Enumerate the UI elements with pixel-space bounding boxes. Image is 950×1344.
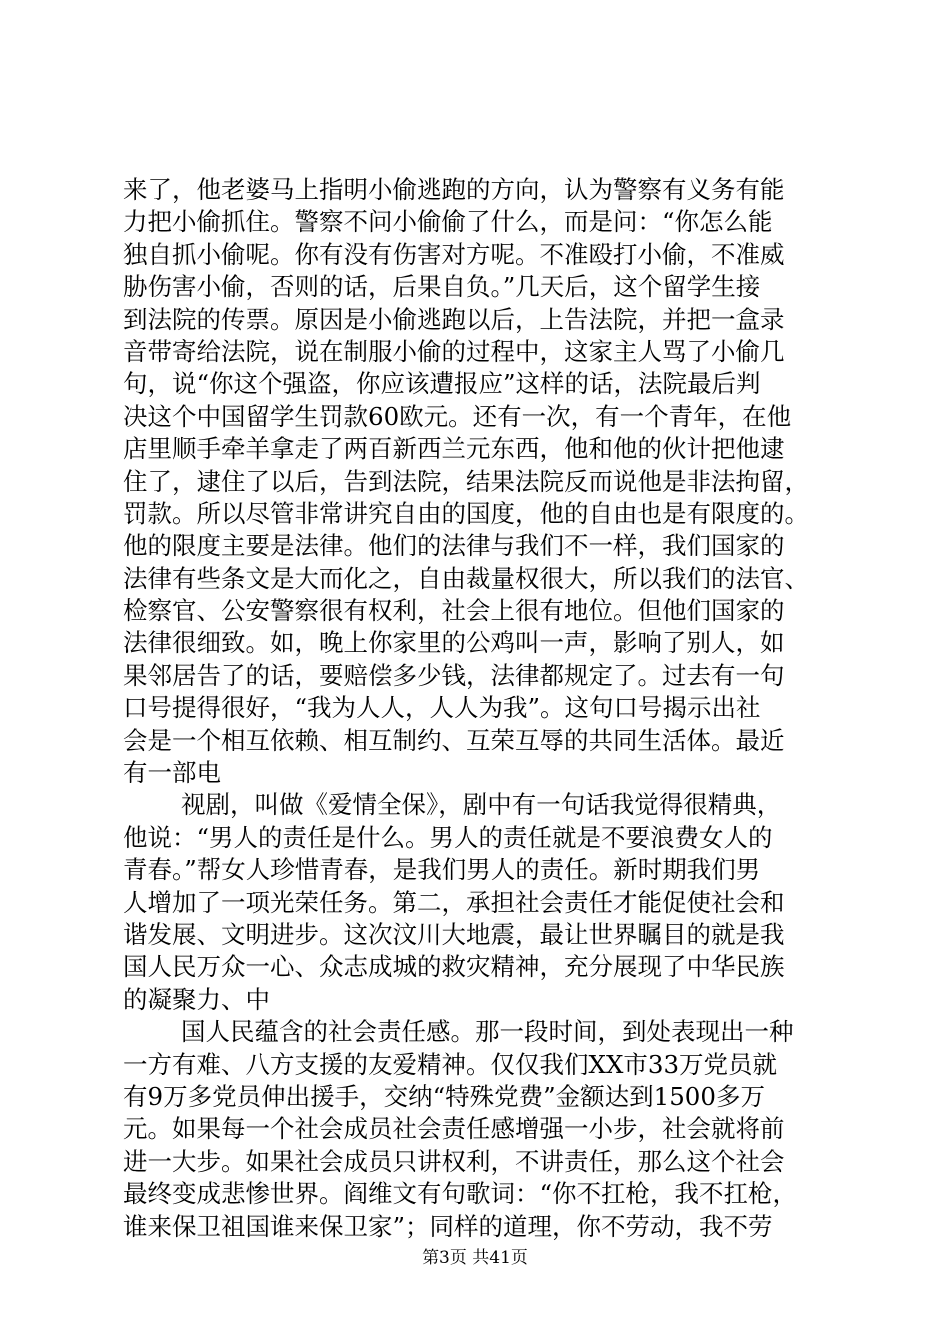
text-line: 会是一个相互依赖、相互制约、互荣互辱的共同生活体。最近 [123, 725, 785, 755]
text-line: 决这个中国留学生罚款60欧元。还有一次，有一个青年，在他 [123, 401, 792, 431]
text-line: 力把小偷抓住。警察不问小偷偷了什么，而是问：“你怎么能 [123, 207, 773, 237]
text-line: 音带寄给法院，说在制服小偷的过程中，这家主人骂了小偷几 [123, 336, 785, 366]
text-line: 最终变成悲惨世界。阎维文有句歌词：“你不扛枪，我不扛枪， [123, 1179, 798, 1209]
text-line: 来了，他老婆马上指明小偷逃跑的方向，认为警察有义务有能 [123, 175, 785, 204]
text-line: 有9万多党员伸出援手，交纳“特殊党费”金额达到1500多万 [123, 1081, 765, 1111]
paragraph-first-line: 国人民蕴含的社会责任感。那一段时间，到处表现出一种 [181, 1017, 794, 1047]
text-line: 句，说“你这个强盗，你应该遭报应”这样的话，法院最后判 [123, 369, 761, 399]
text-line: 果邻居告了的话，要赔偿多少钱，法律都规定了。过去有一句 [123, 660, 785, 690]
text-line: 法律很细致。如，晚上你家里的公鸡叫一声，影响了别人，如 [123, 628, 785, 658]
body-text [123, 174, 843, 1243]
text-line: 法律有些条文是大而化之，自由裁量权很大，所以我们的法官、 [123, 563, 809, 593]
text-line: 胁伤害小偷，否则的话，后果自负。”几天后，这个留学生接 [123, 272, 761, 302]
text-line: 国人民万众一心、众志成城的救灾精神，充分展现了中华民族 [123, 952, 785, 982]
text-line: 元。如果每一个社会成员社会责任感增强一小步，社会就将前 [123, 1114, 785, 1144]
text-line: 谁来保卫祖国谁来保卫家”；同样的道理，你不劳动，我不劳 [123, 1211, 773, 1241]
text-line: 的凝聚力、中 [123, 984, 270, 1014]
text-line: 青春。”帮女人珍惜青春，是我们男人的责任。新时期我们男 [123, 855, 761, 885]
page-number-footer: 第3页 共41页 [422, 1248, 528, 1268]
text-line: 罚款。所以尽管非常讲究自由的国度，他的自由也是有限度的。 [123, 498, 809, 528]
text-line: 谐发展、文明进步。这次汶川大地震，最让世界瞩目的就是我 [123, 919, 785, 949]
text-line: 独自抓小偷呢。你有没有伤害对方呢。不准殴打小偷，不准威 [123, 239, 785, 269]
text-line: 口号提得很好，“我为人人，人人为我”。这句口号揭示出社 [123, 693, 761, 723]
text-line: 他的限度主要是法律。他们的法律与我们不一样，我们国家的 [123, 531, 785, 561]
text-line: 店里顺手牵羊拿走了两百新西兰元东西，他和他的伙计把他逮 [123, 434, 785, 464]
text-line: 一方有难、八方支援的友爱精神。仅仅我们XX市33万党员就 [123, 1049, 778, 1079]
text-line: 到法院的传票。原因是小偷逃跑以后，上告法院，并把一盒录 [123, 304, 785, 334]
paragraph-first-line: 视剧，叫做《爱情全保》，剧中有一句话我觉得很精典， [181, 790, 782, 820]
text-line: 他说：“男人的责任是什么。男人的责任就是不要浪费女人的 [123, 822, 773, 852]
text-line: 进一大步。如果社会成员只讲权利，不讲责任，那么这个社会 [123, 1146, 785, 1176]
text-line: 住了，逮住了以后，告到法院，结果法院反而说他是非法拘留， [123, 466, 809, 496]
text-line: 人增加了一项光荣任务。第二，承担社会责任才能促使社会和 [123, 887, 785, 917]
text-line: 检察官、公安警察很有权利，社会上很有地位。但他们国家的 [123, 596, 785, 626]
text-line: 有一部电 [123, 758, 221, 788]
